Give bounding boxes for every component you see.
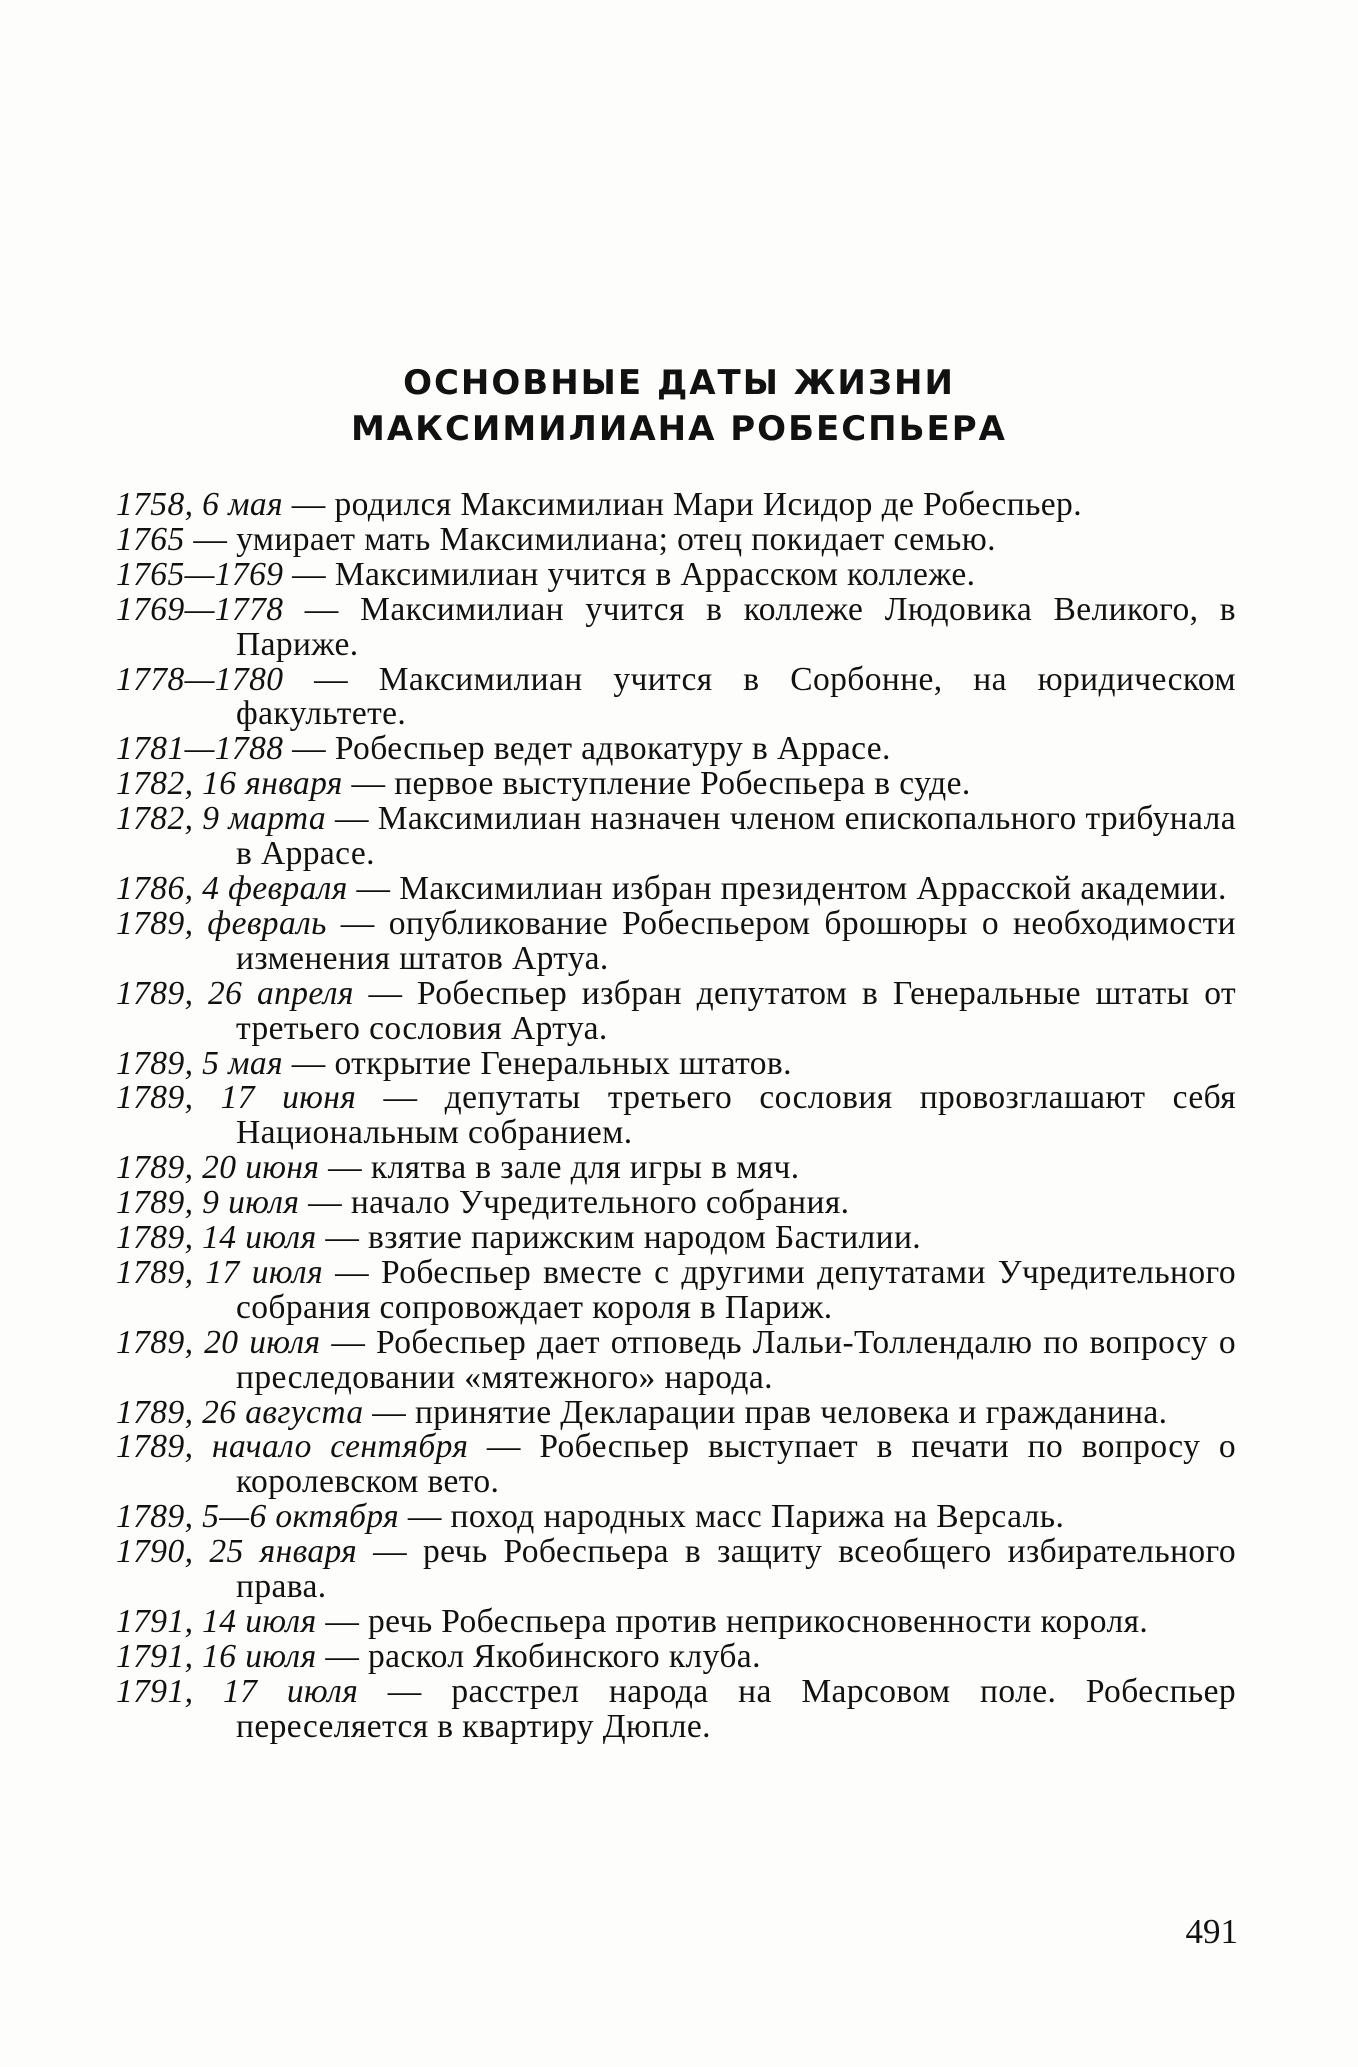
entry-dash: — [353,974,418,1012]
chronology-list [116,488,1236,1745]
entry-date: 1791, 17 июля [116,1672,359,1710]
title-line-1: ОСНОВНЫЕ ДАТЫ ЖИЗНИ [403,363,955,403]
entry-dash: — [283,730,335,768]
entry-text: Робеспьер избран депутатом в Генеральные штаты от третьего сословия Артуа. [236,974,1236,1047]
entry-text: начало Учредительного собрания. [350,1184,850,1222]
entry-date: 1765 [116,520,185,558]
entry-text: клятва в зале для игры в мяч. [370,1149,800,1187]
chronology-entry [116,1186,1236,1221]
chronology-entry [116,1221,1236,1256]
entry-dash: — [363,1393,415,1431]
chronology-entry [116,1637,1236,1675]
chronology-entry [116,555,1236,593]
entry-dash: — [326,800,378,838]
chronology-entry [116,1151,1236,1186]
entry-dash: — [468,1428,540,1466]
chronology-entry [116,1430,1236,1500]
entry-text: опубликование Робеспьером брошюры о необходимости изменения штатов Артуа. [236,904,1237,977]
entry-dash: — [319,1149,371,1187]
entry-dash: — [282,486,335,523]
entry-date: 1789, 17 июля [116,1253,324,1291]
chronology-entry [116,1672,1237,1745]
entry-date: 1791, 14 июля [116,1603,317,1640]
entry-text: Максимилиан учится в Сорбонне, на юридическом факультете. [236,660,1236,733]
chronology-entry [116,1605,1236,1640]
entry-text: умирает мать Максимилиана; отец покидает семью. [236,520,996,558]
entry-date: 1789, 9 июля [116,1184,300,1222]
entry-date: 1789, 5—6 октября [116,1498,400,1536]
entry-text: речь Робеспьера в защиту всеобщего избирательного права. [236,1533,1237,1606]
entry-dash: — [356,1079,445,1117]
chronology-entry [116,1535,1236,1605]
entry-text: Робеспьер вместе с другими депутатами Учредительного собрания сопровождает короля в Париж. [236,1253,1236,1326]
chronology-entry [116,1500,1236,1535]
entry-date: 1789, 20 июня [116,1149,320,1187]
chronology-entry [116,732,1236,767]
entry-text: речь Робеспьера против неприкосновенности короля. [368,1603,1149,1640]
entry-dash: — [342,765,395,803]
chronology-entry [116,660,1236,733]
chronology-entry [116,869,1236,907]
entry-dash: — [316,1637,368,1675]
entry-dash: — [184,520,237,558]
entry-text: расстрел народа на Марсовом поле. Робеспьер переселяется в квартиру Дюпле. [236,1672,1237,1745]
entry-text: депутаты третьего сословия провозглашают себя Национальным собранием. [236,1079,1237,1152]
entry-text: принятие Декларации прав человека и гражданина. [414,1393,1168,1431]
entry-date: 1778—1780 [116,660,284,698]
entry-text: Максимилиан учится в коллеже Людовика Великого, в Париже. [236,590,1237,663]
entry-date: 1786, 4 февраля [116,869,348,907]
entry-date: 1782, 16 января [116,765,343,803]
entry-text: раскол Якобинского клуба. [368,1637,761,1675]
entry-dash: — [283,660,379,698]
entry-date: 1789, 5 мая [116,1044,283,1082]
entry-text: открытие Генеральных штатов. [334,1044,792,1082]
chronology-entry [116,1323,1236,1396]
chronology-entry [116,488,1236,523]
entry-dash: — [326,904,389,942]
entry-dash: — [282,1044,335,1082]
entry-text: первое выступление Робеспьера в суде. [394,765,971,803]
entry-text: Максимилиан назначен членом епископального трибунала в Аррасе. [236,800,1236,873]
entry-date: 1790, 25 января [116,1533,358,1571]
entry-dash: — [358,1672,452,1710]
entry-dash: — [357,1533,424,1571]
entry-date: 1782, 9 марта [116,800,327,838]
title-line-2: МАКСИМИЛИАНА РОБЕСПЬЕРА [351,409,1007,449]
entry-text: Максимилиан учится в Аррасском коллеже. [334,555,976,593]
entry-date: 1769—1778 [116,590,284,628]
entry-text: Максимилиан избран президентом Аррасской академии. [399,869,1227,907]
entry-dash: — [283,555,335,593]
entry-dash: — [299,1184,351,1222]
entry-date: 1781—1788 [116,730,284,768]
entry-date: 1789, 26 апреля [116,974,354,1012]
chronology-entry [116,1393,1236,1431]
chronology-entry [116,904,1237,977]
entry-text: поход народных масс Парижа на Версаль. [450,1498,1065,1536]
chronology-entry [116,1081,1236,1151]
chronology-entry [116,974,1236,1047]
entry-text: взятие парижским народом Бастилии. [368,1219,922,1257]
page-number: 491 [1185,1912,1238,1951]
entry-dash: — [399,1498,451,1536]
entry-date: 1789, начало сентября [116,1428,469,1466]
entry-date: 1791, 16 июля [116,1637,317,1675]
entry-date: 1789, февраль [116,904,327,942]
entry-dash: — [283,590,361,628]
entry-dash: — [323,1253,381,1291]
entry-date: 1765—1769 [116,555,284,593]
entry-dash: — [316,1603,368,1640]
entry-text: Робеспьер дает отповедь Лальи-Толлендалю по вопросу о преследовании «мятежного» народа. [236,1323,1236,1396]
chronology-entry [116,767,1236,802]
entry-date: 1758, 6 мая [116,486,283,523]
chronology-entry [116,1044,1236,1082]
chronology-entry [116,802,1236,872]
entry-date: 1789, 26 августа [116,1393,364,1431]
chronology-entry [116,590,1237,663]
entry-date: 1789, 14 июля [116,1219,317,1257]
entry-dash: — [320,1323,376,1361]
chronology-entry [116,1253,1236,1326]
entry-text: родился Максимилиан Мари Исидор де Робеспьер. [334,486,1082,523]
entry-text: Робеспьер ведет адвокатуру в Аррасе. [334,730,891,768]
entry-date: 1789, 17 июня [116,1079,357,1117]
entry-date: 1789, 20 июля [116,1323,321,1361]
page-title [0,360,1358,452]
entry-dash: — [347,869,400,907]
entry-text: Робеспьер выступает в печати по вопросу о королевском вето. [236,1428,1236,1501]
entry-dash: — [316,1219,368,1257]
chronology-entry [116,520,1236,558]
